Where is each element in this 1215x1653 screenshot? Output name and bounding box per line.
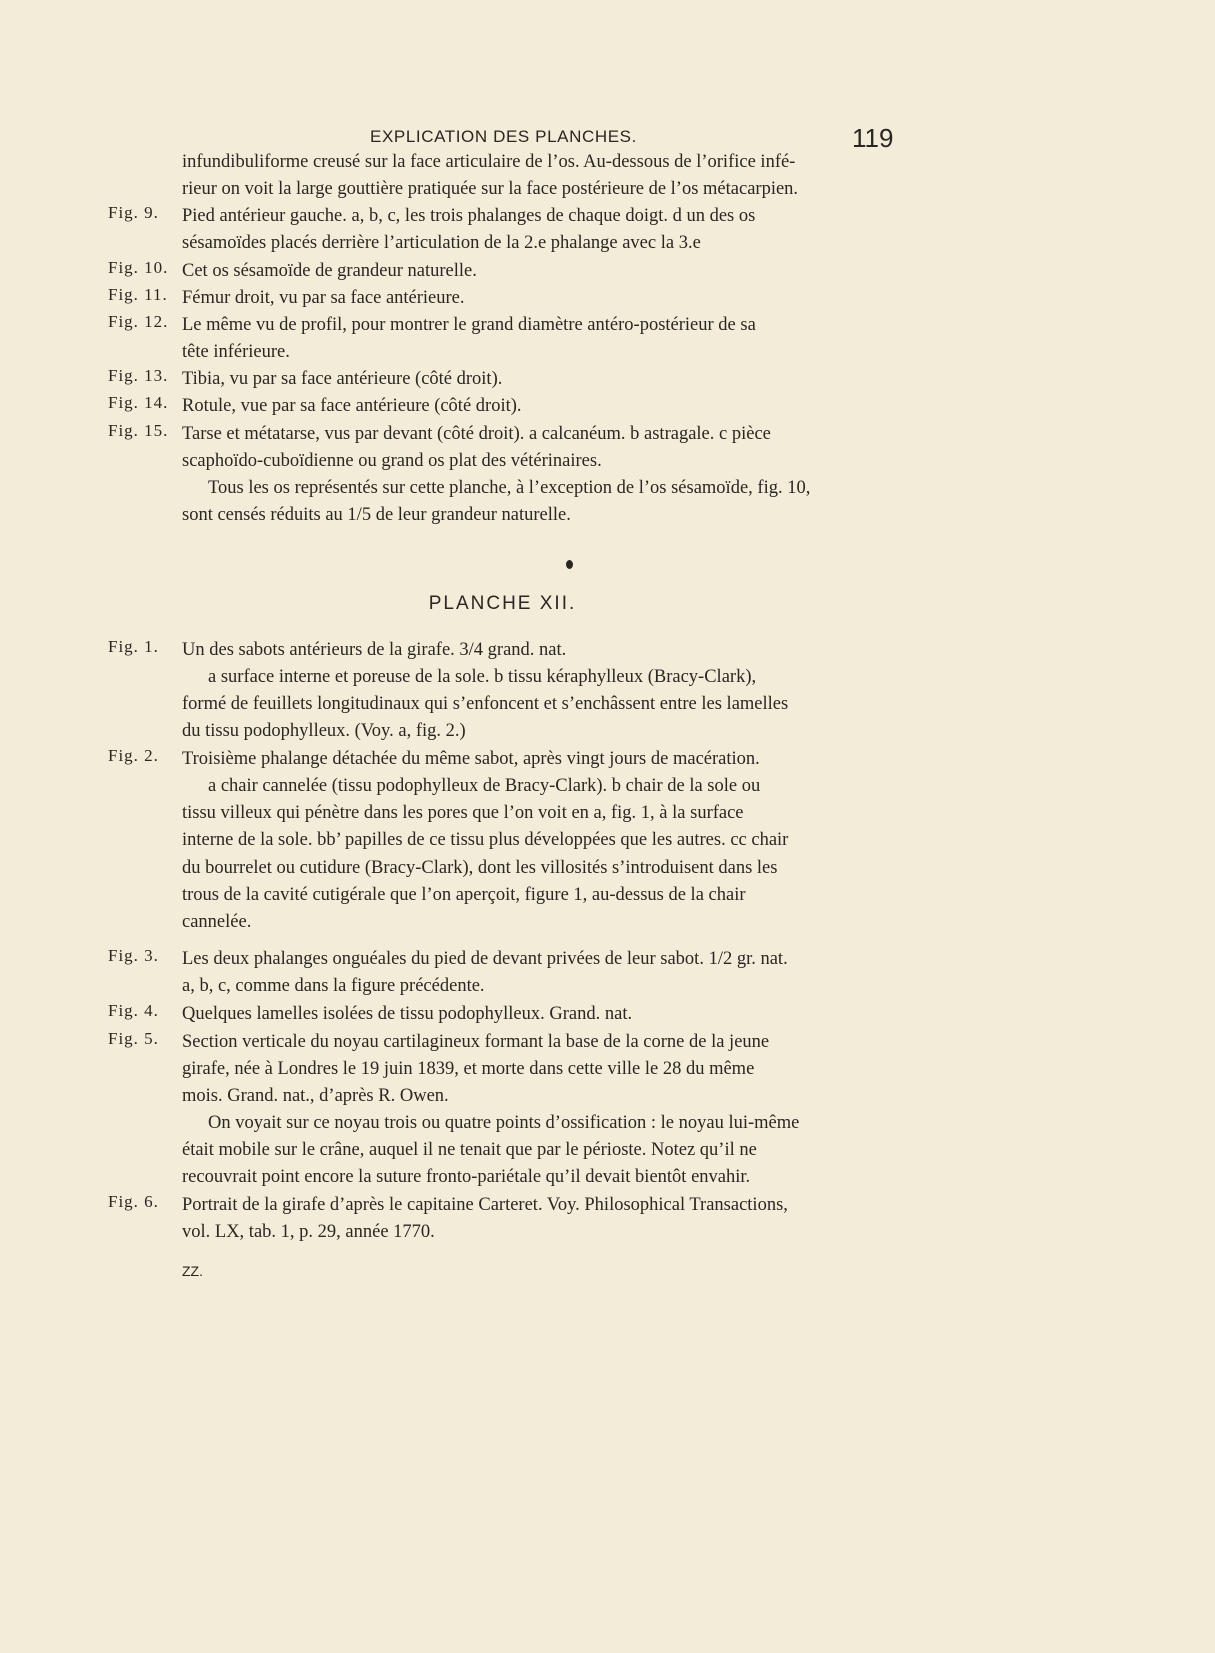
text-line: recouvrait point encore la suture fronto-pariétale qu’il devait bientôt envahir. <box>182 1167 751 1187</box>
text-line: girafe, née à Londres le 19 juin 1839, et morte dans cette ville le 28 du même <box>182 1059 755 1079</box>
page-number: 119 <box>852 123 894 153</box>
text-line: mois. Grand. nat., d’après R. Owen. <box>182 1086 449 1106</box>
text-line: tissu villeux qui pénètre dans les pores que l’on voit en a, fig. 1, à la surface <box>182 803 744 823</box>
text-line: a surface interne et poreuse de la sole. b tissu kéraphylleux (Bracy-Clark), <box>208 667 757 687</box>
figure-label: Fig. 3. <box>108 946 159 965</box>
text-line: formé de feuillets longitudinaux qui s’enfoncent et s’enchâssent entre les lamelles <box>182 694 789 714</box>
text-line: Rotule, vue par sa face antérieure (côté droit). <box>182 396 522 416</box>
text-line: était mobile sur le crâne, auquel il ne tenait que par le périoste. Notez qu’il ne <box>182 1140 757 1160</box>
text-line: Troisième phalange détachée du même sabot, après vingt jours de macération. <box>182 749 760 769</box>
text-line: Tous les os représentés sur cette planche, à l’exception de l’os sésamoïde, fig. 10, <box>208 478 811 498</box>
text-line: tête inférieure. <box>182 342 290 362</box>
text-line: sésamoïdes placés derrière l’articulation de la 2.e phalange avec la 3.e <box>182 233 701 253</box>
figure-label: Fig. 2. <box>108 746 159 765</box>
figure-label: Fig. 15. <box>108 421 169 440</box>
figure-label: Fig. 9. <box>108 203 159 222</box>
text-line: Tibia, vu par sa face antérieure (côté droit). <box>182 369 503 389</box>
text-line: Portrait de la girafe d’après le capitaine Carteret. Voy. Philosophical Transactions, <box>182 1195 788 1215</box>
text-line: On voyait sur ce noyau trois ou quatre points d’ossification : le noyau lui-même <box>208 1113 800 1133</box>
text-line: Tarse et métatarse, vus par devant (côté droit). a calcanéum. b astragale. c pièce <box>182 424 771 444</box>
figure-label: Fig. 5. <box>108 1029 159 1048</box>
text-line: a, b, c, comme dans la figure précédente. <box>182 976 485 996</box>
running-header: EXPLICATION DES PLANCHES. <box>370 127 637 146</box>
text-line: cannelée. <box>182 912 252 932</box>
text-line: vol. LX, tab. 1, p. 29, année 1770. <box>182 1222 435 1242</box>
text-line: infundibuliforme creusé sur la face articulaire de l’os. Au-dessous de l’orifice infé- <box>182 152 796 172</box>
signature-mark: ZZ. <box>182 1263 203 1279</box>
figure-label: Fig. 13. <box>108 366 169 385</box>
figure-label: Fig. 14. <box>108 393 169 412</box>
text-line: Pied antérieur gauche. a, b, c, les trois phalanges de chaque doigt. d un des os <box>182 206 756 226</box>
figure-label: Fig. 10. <box>108 258 169 277</box>
figure-label: Fig. 4. <box>108 1001 159 1020</box>
text-line: du tissu podophylleux. (Voy. a, fig. 2.) <box>182 721 466 741</box>
text-line: Les deux phalanges onguéales du pied de devant privées de leur sabot. 1/2 gr. nat. <box>182 949 788 969</box>
text-line: Un des sabots antérieurs de la girafe. 3/4 grand. nat. <box>182 640 567 660</box>
text-line: scaphoïdo-cuboïdienne ou grand os plat des vétérinaires. <box>182 451 602 471</box>
text-line: a chair cannelée (tissu podophylleux de Bracy-Clark). b chair de la sole ou <box>208 776 761 796</box>
figure-label: Fig. 11. <box>108 285 168 304</box>
text-line: Fémur droit, vu par sa face antérieure. <box>182 288 465 308</box>
text-line: interne de la sole. bb’ papilles de ce tissu plus développées que les autres. cc chair <box>182 830 789 850</box>
plate-heading: PLANCHE XII. <box>428 593 577 614</box>
figure-label: Fig. 12. <box>108 312 169 331</box>
ornament-dot <box>566 560 573 569</box>
figure-label: Fig. 6. <box>108 1192 159 1211</box>
text-line: Quelques lamelles isolées de tissu podophylleux. Grand. nat. <box>182 1004 633 1024</box>
text-line: du bourrelet ou cutidure (Bracy-Clark), dont les villosités s’introduisent dans les <box>182 858 778 878</box>
text-line: Cet os sésamoïde de grandeur naturelle. <box>182 261 477 281</box>
text-line: rieur on voit la large gouttière pratiquée sur la face postérieure de l’os métacarpien. <box>182 179 799 199</box>
text-line: Le même vu de profil, pour montrer le grand diamètre antéro-postérieur de sa <box>182 315 756 335</box>
figure-label: Fig. 1. <box>108 637 159 656</box>
text-line: sont censés réduits au 1/5 de leur grandeur naturelle. <box>182 505 571 525</box>
text-line: trous de la cavité cutigérale que l’on aperçoit, figure 1, au-dessus de la chair <box>182 885 746 905</box>
text-line: Section verticale du noyau cartilagineux formant la base de la corne de la jeune <box>182 1032 770 1052</box>
